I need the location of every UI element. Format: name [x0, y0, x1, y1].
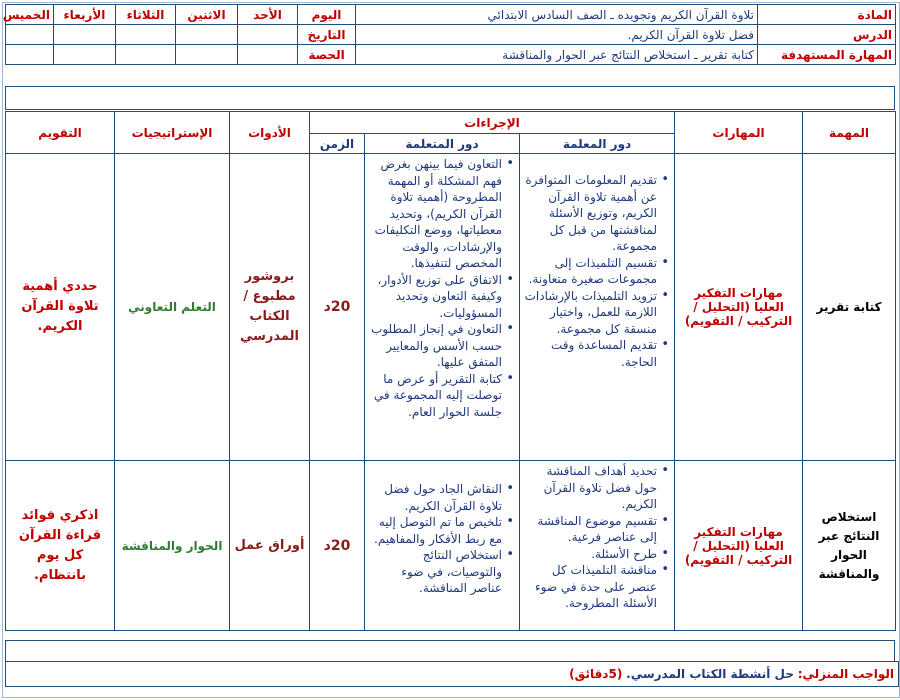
header-task: المهمة	[803, 112, 896, 154]
skills-cell: مهارات التفكير العليا (التحليل / التركيب / التقويم)	[675, 461, 803, 631]
tools-cell: أوراق عمل	[230, 461, 310, 631]
header-evaluation: التقويم	[6, 112, 115, 154]
homework-label: الواجب المنزلي:	[797, 667, 894, 681]
period-label: الحصة	[298, 45, 356, 65]
header-table	[2, 4, 896, 65]
list-item: • طرح الأسئلة.	[523, 546, 657, 563]
lesson-value: فضل تلاوة القرآن الكريم.	[356, 25, 758, 45]
tools-cell: بروشور مطبوع / الكتاب المدرسي	[230, 154, 310, 461]
day-monday: الاثنين	[176, 5, 238, 25]
strategy-cell: الحوار والمناقشة	[115, 461, 230, 631]
skill-label: المهارة المستهدفة	[758, 45, 896, 65]
student-role-list	[368, 481, 516, 597]
date-cell-sunday	[238, 25, 298, 45]
teacher-role-list	[523, 172, 671, 370]
list-item: • تحديد أهداف المناقشة حول فضل تلاوة القرآن الكريم.	[523, 463, 657, 513]
homework-footer	[5, 661, 899, 687]
date-cell-monday	[176, 25, 238, 45]
student-role-cell	[365, 154, 520, 461]
header-row-lesson	[6, 25, 896, 45]
date-cell-thursday	[6, 25, 54, 45]
period-cell-tuesday	[116, 45, 176, 65]
list-item: • النقاش الجاد حول فضل تلاوة القرآن الكريم.	[368, 481, 502, 514]
skill-value: كتابة تقرير ـ استخلاص النتائج عبر الحوار والمناقشة	[356, 45, 758, 65]
period-cell-thursday	[6, 45, 54, 65]
day-label: اليوم	[298, 5, 356, 25]
period-cell-wednesday	[54, 45, 116, 65]
list-item: • الاتفاق على توزيع الأدوار، وكيفية التعاون وتحديد المسؤوليات.	[368, 272, 502, 322]
evaluation-cell: حددي أهمية تلاوة القرآن الكريم.	[6, 154, 115, 461]
list-item: • تلخيص ما تم التوصل إليه مع ربط الأفكار والمفاهيم.	[368, 514, 502, 547]
list-item: • تقسيم التلميذات إلى مجموعات صغيرة متعاونة.	[523, 255, 657, 288]
day-tuesday: الثلاثاء	[116, 5, 176, 25]
list-item: • التعاون فيما بينهن بغرض فهم المشكلة أو المهمة المطروحة (أهمية تلاوة القرآن الكريم)، وتحديد معطياتها، ووضع التكليفات والإرشادات، والوقت المخصص لتنفيذها.	[368, 156, 502, 272]
teacher-role-list	[523, 463, 671, 612]
teacher-role-cell	[520, 154, 675, 461]
date-label: التاريخ	[298, 25, 356, 45]
period-cell-sunday	[238, 45, 298, 65]
header-row-skill	[6, 45, 896, 65]
day-sunday: الأحد	[238, 5, 298, 25]
procedures-table	[5, 111, 896, 631]
strategy-cell: التعلم التعاوني	[115, 154, 230, 461]
header-skills: المهارات	[675, 112, 803, 154]
student-role-list	[368, 156, 516, 420]
list-item: • تزويد التلميذات بالإرشادات اللازمة للعمل، واختيار منسقة كل مجموعة.	[523, 288, 657, 338]
evaluation-cell: اذكري فوائد قراءة القرآن كل يوم بانتظام.	[6, 461, 115, 631]
student-role-cell	[365, 461, 520, 631]
list-item: • تقديم المساعدة وقت الحاجة.	[523, 337, 657, 370]
day-wednesday: الأربعاء	[54, 5, 116, 25]
subject-label: المادة	[758, 5, 896, 25]
lesson-label: الدرس	[758, 25, 896, 45]
header-row-subject	[6, 5, 896, 25]
time-cell: 20د	[310, 461, 365, 631]
header-student-role: دور المتعلمة	[365, 134, 520, 154]
spacer-row-bottom	[5, 640, 895, 662]
list-item: • مناقشة التلميذات كل عنصر على حدة في ضوء الأسئلة المطروحة.	[523, 562, 657, 612]
teacher-role-cell	[520, 461, 675, 631]
homework-duration: (5دقائق)	[569, 667, 623, 681]
list-item: • تقديم المعلومات المتوافرة عن أهمية تلاوة القرآن الكريم، وتوزيع الأسئلة لمناقشتها من قبل كل مجموعة.	[523, 172, 657, 255]
day-thursday: الخميس	[6, 5, 54, 25]
list-item: • كتابة التقرير أو عرض ما توصلت إليه المجموعة في جلسة الحوار العام.	[368, 371, 502, 421]
date-cell-wednesday	[54, 25, 116, 45]
header-teacher-role: دور المعلمة	[520, 134, 675, 154]
list-item: • التعاون في إنجاز المطلوب حسب الأسس والمعايير المتفق عليها.	[368, 321, 502, 371]
header-procedures: الإجراءات	[310, 112, 675, 134]
table-head-row-1	[6, 112, 896, 134]
task-cell: استخلاص النتائج عبر الحوار والمناقشة	[803, 461, 896, 631]
time-cell: 20د	[310, 154, 365, 461]
period-cell-monday	[176, 45, 238, 65]
skills-cell: مهارات التفكير العليا (التحليل / التركيب / التقويم)	[675, 154, 803, 461]
date-cell-tuesday	[116, 25, 176, 45]
task-cell: كتابة تقرير	[803, 154, 896, 461]
header-tools: الأدوات	[230, 112, 310, 154]
table-row	[6, 154, 896, 461]
spacer-row	[5, 86, 895, 110]
header-strategies: الإستراتيجيات	[115, 112, 230, 154]
header-time: الزمن	[310, 134, 365, 154]
list-item: • استخلاص النتائج والتوصيات، في ضوء عناصر المناقشة.	[368, 547, 502, 597]
list-item: • تقسيم موضوع المناقشة إلى عناصر فرعية.	[523, 513, 657, 546]
homework-text: حل أنشطة الكتاب المدرسي.	[626, 667, 794, 681]
table-row	[6, 461, 896, 631]
subject-value: تلاوة القرآن الكريم وتجويده ـ الصف السادس الابتدائي	[356, 5, 758, 25]
